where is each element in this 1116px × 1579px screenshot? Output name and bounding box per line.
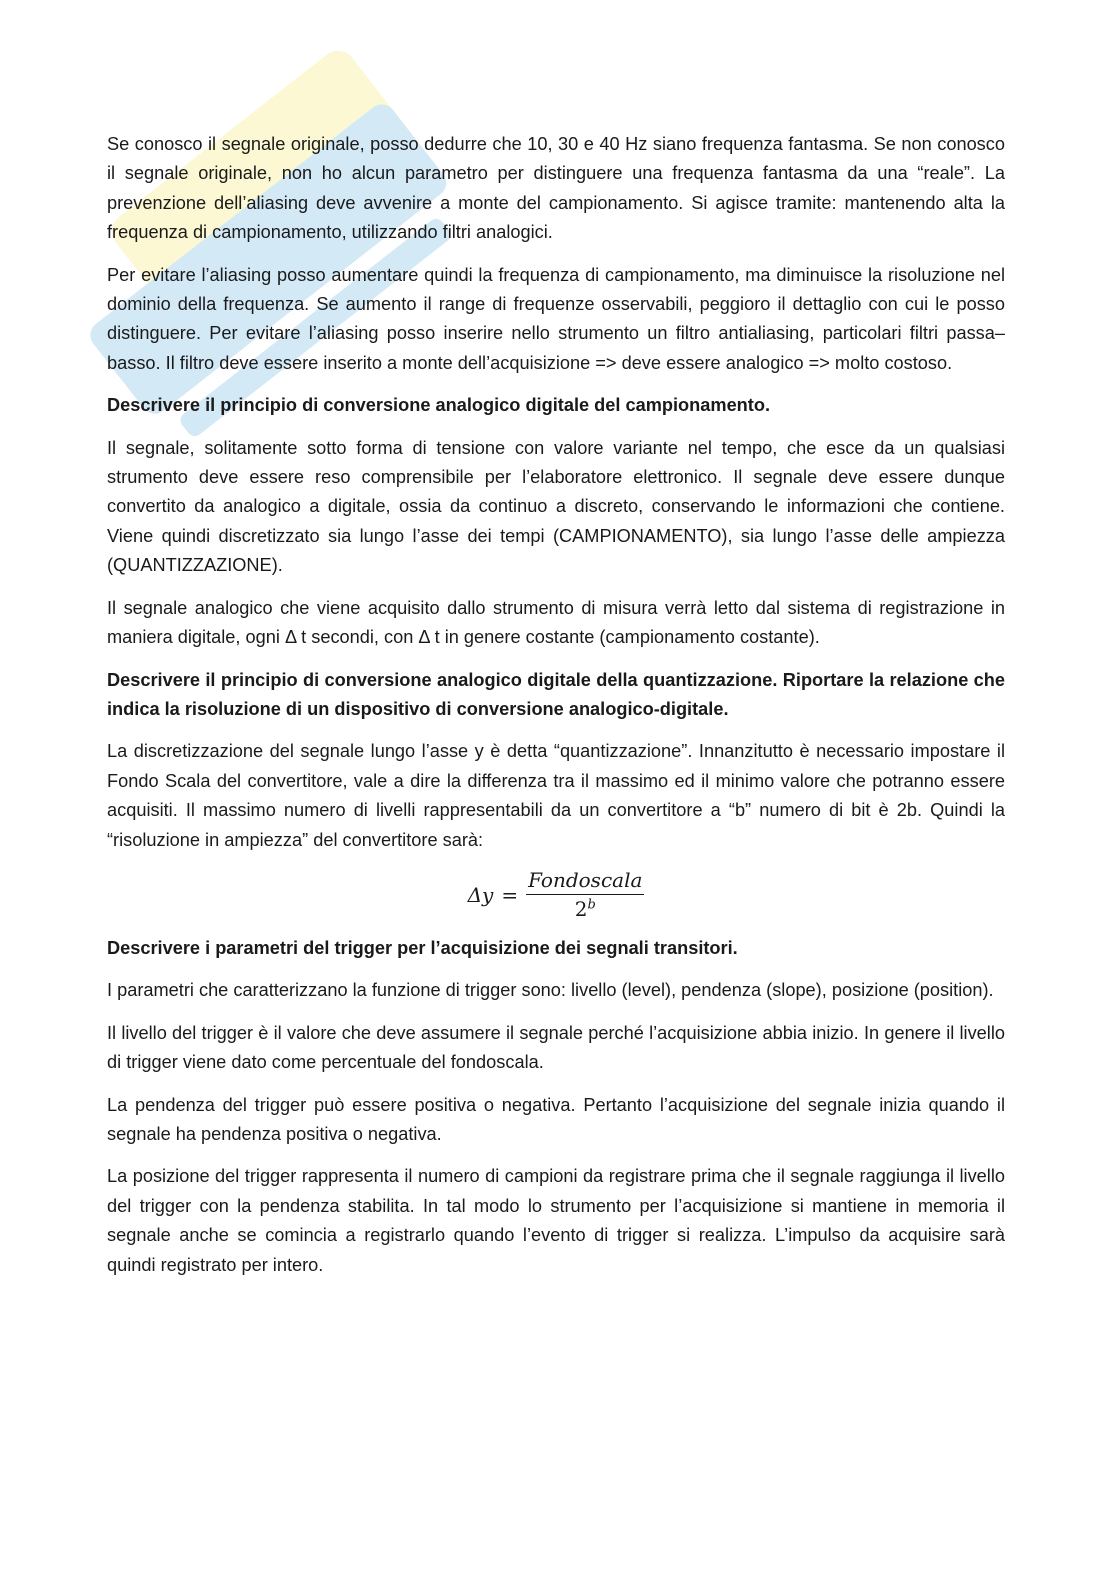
formula-denominator xyxy=(575,895,596,921)
paragraph-aliasing-prevention: Per evitare l’aliasing posso aumentare quindi la frequenza di campionamento, ma diminuisce la risoluzione nel dominio della frequenza. Se aumento il range di frequenze osservabili, peggioro il dettaglio con cui le posso distinguere. Per evitare l’aliasing posso inserire nello strumento un filtro antialiasing, particolari filtri passa–basso. Il filtro deve essere inserito a monte dell’acquisizione => deve essere analogico => molto costoso. xyxy=(107,264,1005,373)
formula-equals: = xyxy=(501,882,519,907)
heading-sampling-conversion: Descrivere il principio di conversione analogico digitale del campionamento. xyxy=(107,395,771,416)
paragraph-quantization-explanation: La discretizzazione del segnale lungo l’asse y è detta “quantizzazione”. Innanzitutto è necessario impostare il Fondo Scala del convertitore, vale a dire la differenza tra il massimo ed il minimo valore che potranno essere acquisiti. Il massimo numero di livelli rappresentabili da un convertitore a “b” numero di bit è 2b. Quindi la “risoluzione in ampiezza” del convertitore sarà: xyxy=(107,741,1005,850)
paragraph-trigger-parameters-list: I parametri che caratterizzano la funzione di trigger sono: livello (level), pendenza (slope), posizione (position). xyxy=(107,980,994,1001)
paragraph-trigger-position: La posizione del trigger rappresenta il numero di campioni da registrare prima che il segnale raggiunga il livello del trigger con la pendenza stabilita. In tal modo lo strumento per l’acquisizione si mantiene in memoria il segnale anche se comincia a registrarlo quando l’evento di trigger si realizza. L’impulso da acquisire sarà quindi registrato per intero. xyxy=(107,1166,1005,1275)
paragraph-sampling-explanation: Il segnale, solitamente sotto forma di tensione con valore variante nel tempo, che esce da un qualsiasi strumento deve essere reso comprensibile per l’elaboratore elettronico. Il segnale deve essere dunque convertito da analogico a digitale, ossia da continuo a discreto, conservando le informazioni che contiene. Viene quindi discretizzato sia lungo l’asse dei tempi (CAMPIONAMENTO), sia lungo l’asse delle ampiezza (QUANTIZZAZIONE). xyxy=(107,437,1005,576)
formula-numerator: Fondoscala xyxy=(526,868,644,895)
formula-denominator-base: 2 xyxy=(574,897,588,922)
paragraph-trigger-level: Il livello del trigger è il valore che deve assumere il segnale perché l’acquisizione abbia inizio. In genere il livello di trigger viene dato come percentuale del fondoscala. xyxy=(107,1022,1005,1073)
resolution-formula xyxy=(107,864,1005,926)
formula-lhs: Δy xyxy=(467,882,494,907)
paragraph-aliasing-ghost-frequencies: Se conosco il segnale originale, posso dedurre che 10, 30 e 40 Hz siano frequenza fantasma. Se non conosco il segnale originale, non ho alcun parametro per distinguere una frequenza fantasma da una “reale”. La prevenzione dell’aliasing deve avvenire a monte del campionamento. Si agisce tramite: mantenendo alta la frequenza di campionamento, utilizzando filtri analogici. xyxy=(107,134,1005,243)
heading-quantization-conversion: Descrivere il principio di conversione analogico digitale della quantizzazione. Riportare la relazione che indica la risoluzione di un dispositivo di conversione analogico-digitale. xyxy=(107,669,1005,719)
heading-trigger-parameters: Descrivere i parametri del trigger per l’acquisizione dei segnali transitori. xyxy=(107,937,738,958)
formula-denominator-exponent: b xyxy=(587,897,596,913)
formula-fraction xyxy=(526,868,644,921)
paragraph-trigger-slope: La pendenza del trigger può essere positiva o negativa. Pertanto l’acquisizione del segnale inizia quando il segnale ha pendenza positiva o negativa. xyxy=(107,1094,1005,1144)
document-page xyxy=(107,130,1005,1293)
paragraph-sampling-interval: Il segnale analogico che viene acquisito dallo strumento di misura verrà letto dal sistema di registrazione in maniera digitale, ogni Δ t secondi, con Δ t in genere costante (campionamento costante). xyxy=(107,597,1005,648)
